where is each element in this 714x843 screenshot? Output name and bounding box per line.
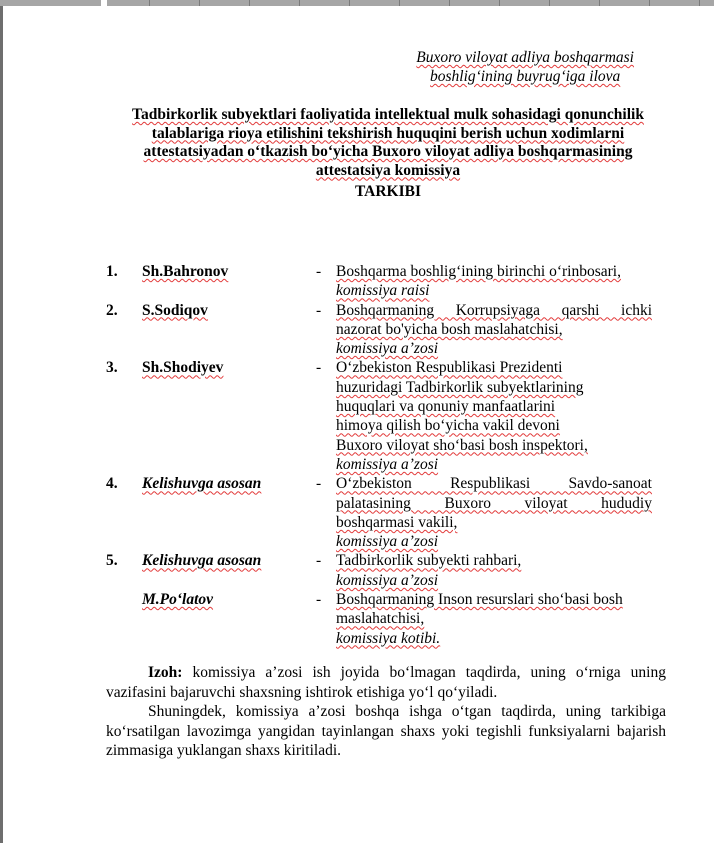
member-role-line: Boshqarmaning Inson resurslari sho‘basi bosh xyxy=(336,591,623,609)
member-dash: - xyxy=(316,301,322,319)
member-name: M.Po‘latov xyxy=(142,591,214,609)
member-name: Sh.Bahronov xyxy=(142,263,229,280)
member-role-line: Boshqarma boshlig‘ining birinchi o‘rinbosari, xyxy=(336,263,621,280)
member-role xyxy=(336,590,652,648)
member-role-line: himoya qilish bo‘yicha vakil devoni xyxy=(336,417,560,435)
member-role-line: Tadbirkorlik subyekti rahbari, xyxy=(336,552,522,570)
notes-section xyxy=(106,663,666,761)
member-dash: - xyxy=(316,475,322,493)
member-role-line: Buxoro viloyat sho‘basi bosh inspektori, xyxy=(336,436,588,454)
member-role xyxy=(336,262,652,301)
member-row xyxy=(3,551,714,590)
member-role-line: boshqarmasi vakili, xyxy=(336,513,458,531)
title-line-4: attestatsiya komissiya xyxy=(315,161,461,179)
appendix-line-1: Buxoro viloyat adliya boshqarmasi xyxy=(416,49,634,66)
note-label: Izoh: xyxy=(148,664,183,681)
member-role-line: palatasining Buxoro viloyat hududiy xyxy=(336,494,652,512)
member-number: 2. xyxy=(106,301,118,319)
member-role-label: komissiya a’zosi xyxy=(336,533,439,551)
member-role-line: O‘zbekiston Respublikasi Savdo-sanoat xyxy=(336,475,652,493)
member-name: Kelishuvga asosan xyxy=(142,552,262,570)
member-role-label: komissiya a’zosi xyxy=(336,455,439,473)
appendix-line-2: boshlig‘ining buyrug‘iga ilova xyxy=(430,68,621,85)
member-role-line: huquqlari va qonuniy manfaatlarini xyxy=(336,398,556,416)
member-name: Kelishuvga asosan xyxy=(142,475,262,493)
member-role-label: komissiya kotibi. xyxy=(336,629,441,647)
member-dash: - xyxy=(316,591,322,609)
member-row xyxy=(3,358,714,474)
title-line-1: Tadbirkorlik subyektlari faoliyatida intellektual mulk sohasidagi qonunchilik xyxy=(132,106,644,123)
document-page[interactable] xyxy=(3,6,714,843)
member-role xyxy=(336,551,652,590)
member-role xyxy=(336,474,652,551)
member-role-label: komissiya a’zosi xyxy=(336,340,439,358)
document-subtitle: TARKIBI xyxy=(354,183,422,200)
member-role-line: O‘zbekiston Respublikasi Prezidenti xyxy=(336,359,563,377)
note-paragraph: Shuningdek, komissiya a’zosi boshqa ishga o‘tgan taqdirda, uning tarkibiga ko‘rsatilgan lavozimga yangidan tayinlangan shaxs yoki tegishli funksiyalarni bajarish zimmasiga yuklangan shaxs kiritiladi. xyxy=(106,703,666,759)
title-line-3: attestatsiyadan o‘tkazish bo‘yicha Buxoro viloyat adliya boshqarmasining xyxy=(143,143,633,160)
member-role-line: Boshqarmaning Korrupsiyaga qarshi ichki xyxy=(336,301,652,319)
member-row xyxy=(3,262,714,301)
note-text: komissiya a’zosi ish joyida bo‘lmagan taqdirda, uning o‘rniga uning vazifasini bajaruvchi shaxsning ishtirok etishiga yo‘l qo‘yiladi. xyxy=(106,664,666,701)
member-row xyxy=(3,590,714,648)
member-number: 3. xyxy=(106,359,118,377)
member-number: 5. xyxy=(106,552,118,570)
member-dash: - xyxy=(316,552,322,570)
member-role-label: komissiya raisi xyxy=(336,282,430,300)
document-title xyxy=(98,106,678,180)
member-role-line: huzuridagi Tadbirkorlik subyektlarining xyxy=(336,378,584,396)
member-dash: - xyxy=(316,359,322,377)
member-role-label: komissiya a’zosi xyxy=(336,571,439,589)
member-name: S.Sodiqov xyxy=(142,301,208,319)
member-role xyxy=(336,301,652,359)
member-number: 4. xyxy=(106,475,118,493)
member-role xyxy=(336,358,652,474)
member-number: 1. xyxy=(106,263,118,280)
member-role-line: maslahatchisi, xyxy=(336,610,425,628)
member-row xyxy=(3,301,714,359)
member-dash: - xyxy=(316,263,322,280)
note-paragraph xyxy=(106,663,666,702)
members-list xyxy=(3,262,714,648)
appendix-note xyxy=(416,48,634,86)
member-row xyxy=(3,474,714,551)
member-role-line: nazorat bo'yicha bosh maslahatchisi, xyxy=(336,320,563,338)
member-name: Sh.Shodiyev xyxy=(142,359,224,377)
title-line-2: talablariga rioya etilishini tekshirish huquqini berish uchun xodimlarni xyxy=(151,124,625,142)
